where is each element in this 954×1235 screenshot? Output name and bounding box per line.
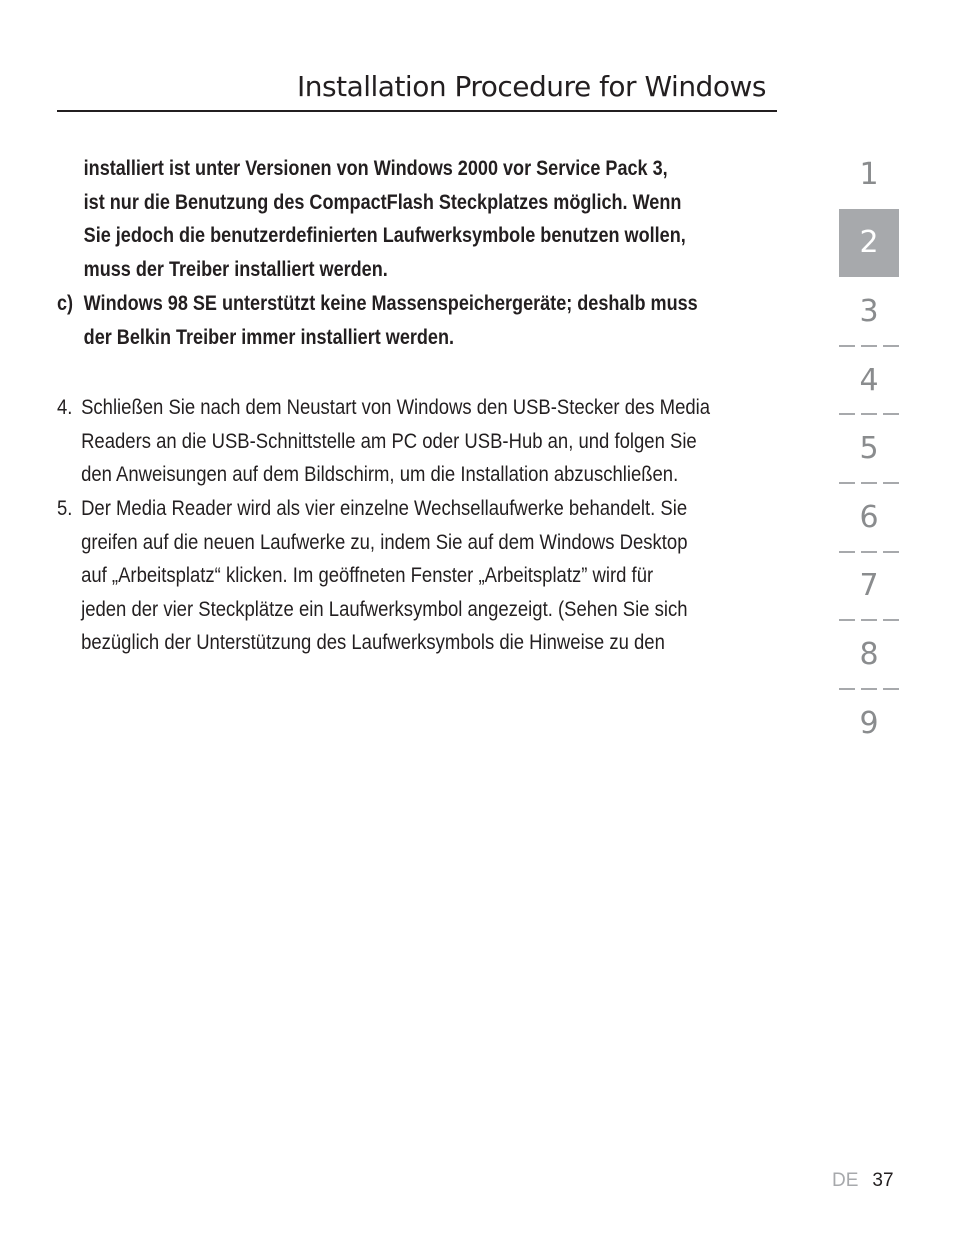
step-line: jeden der vier Steckplätze ein Laufwerksymbol angezeigt. (Sehen Sie sich bbox=[81, 596, 688, 621]
chapter-tab-1[interactable] bbox=[839, 140, 899, 209]
note-line: ist nur die Benutzung des CompactFlash Steckplatzes möglich. Wenn bbox=[83, 190, 682, 214]
bold-notes bbox=[57, 152, 817, 354]
page-number: 37 bbox=[872, 1170, 894, 1191]
step-5 bbox=[57, 492, 817, 660]
step-line: auf „Arbeitsplatz“ klicken. Im geöffneten Fenster „Arbeitsplatz” wird für bbox=[81, 563, 654, 588]
note-line: Windows 98 SE unterstützt keine Massenspeichergeräte; deshalb muss bbox=[83, 291, 698, 315]
chapter-nav bbox=[839, 140, 899, 757]
chapter-number: 9 bbox=[859, 705, 879, 741]
note-item-c bbox=[57, 287, 817, 354]
chapter-tab-5[interactable] bbox=[839, 414, 899, 483]
note-line: muss der Treiber installiert werden. bbox=[83, 258, 388, 282]
note-line: Sie jedoch die benutzerdefinierten Laufwerksymbole benutzen wollen, bbox=[83, 224, 686, 248]
step-line: Schließen Sie nach dem Neustart von Windows den USB-Stecker des Media bbox=[81, 395, 711, 420]
step-line: bezüglich der Unterstützung des Laufwerksymbols die Hinweise zu den bbox=[81, 630, 665, 655]
chapter-tab-2[interactable] bbox=[839, 209, 899, 278]
chapter-tab-8[interactable] bbox=[839, 620, 899, 689]
chapter-number: 3 bbox=[859, 293, 879, 329]
chapter-tab-4[interactable] bbox=[839, 346, 899, 415]
note-line: der Belkin Treiber immer installiert werden. bbox=[83, 325, 455, 349]
step-4 bbox=[57, 391, 817, 492]
page-title: Installation Procedure for Windows bbox=[297, 70, 766, 103]
note-line: installiert ist unter Versionen von Windows 2000 vor Service Pack 3, bbox=[83, 157, 668, 180]
chapter-number: 2 bbox=[859, 225, 879, 261]
step-line: Der Media Reader wird als vier einzelne Wechsellaufwerke behandelt. Sie bbox=[81, 496, 688, 520]
steps-list bbox=[57, 391, 817, 660]
chapter-number: 5 bbox=[859, 431, 879, 467]
step-line: den Anweisungen auf dem Bildschirm, um die Installation abzuschließen. bbox=[81, 462, 679, 487]
language-code: DE bbox=[832, 1170, 859, 1191]
step-line: Readers an die USB-Schnittstelle am PC oder USB-Hub an, und folgen Sie bbox=[81, 428, 697, 453]
main-content bbox=[57, 152, 817, 660]
chapter-number: 7 bbox=[859, 568, 879, 604]
chapter-tab-7[interactable] bbox=[839, 552, 899, 621]
chapter-number: 1 bbox=[859, 156, 879, 192]
chapter-number: 8 bbox=[859, 636, 879, 672]
chapter-tab-3[interactable] bbox=[839, 277, 899, 346]
page-footer bbox=[832, 1170, 894, 1192]
step-line: greifen auf die neuen Laufwerke zu, indem Sie auf dem Windows Desktop bbox=[81, 529, 688, 554]
chapter-tab-9[interactable] bbox=[839, 689, 899, 758]
chapter-tab-6[interactable] bbox=[839, 483, 899, 552]
step-marker: 4. bbox=[57, 395, 73, 420]
step-marker: 5. bbox=[57, 496, 73, 520]
chapter-number: 6 bbox=[859, 499, 879, 535]
chapter-number: 4 bbox=[859, 362, 879, 398]
note-marker: c) bbox=[57, 291, 74, 315]
header-rule bbox=[57, 110, 777, 112]
